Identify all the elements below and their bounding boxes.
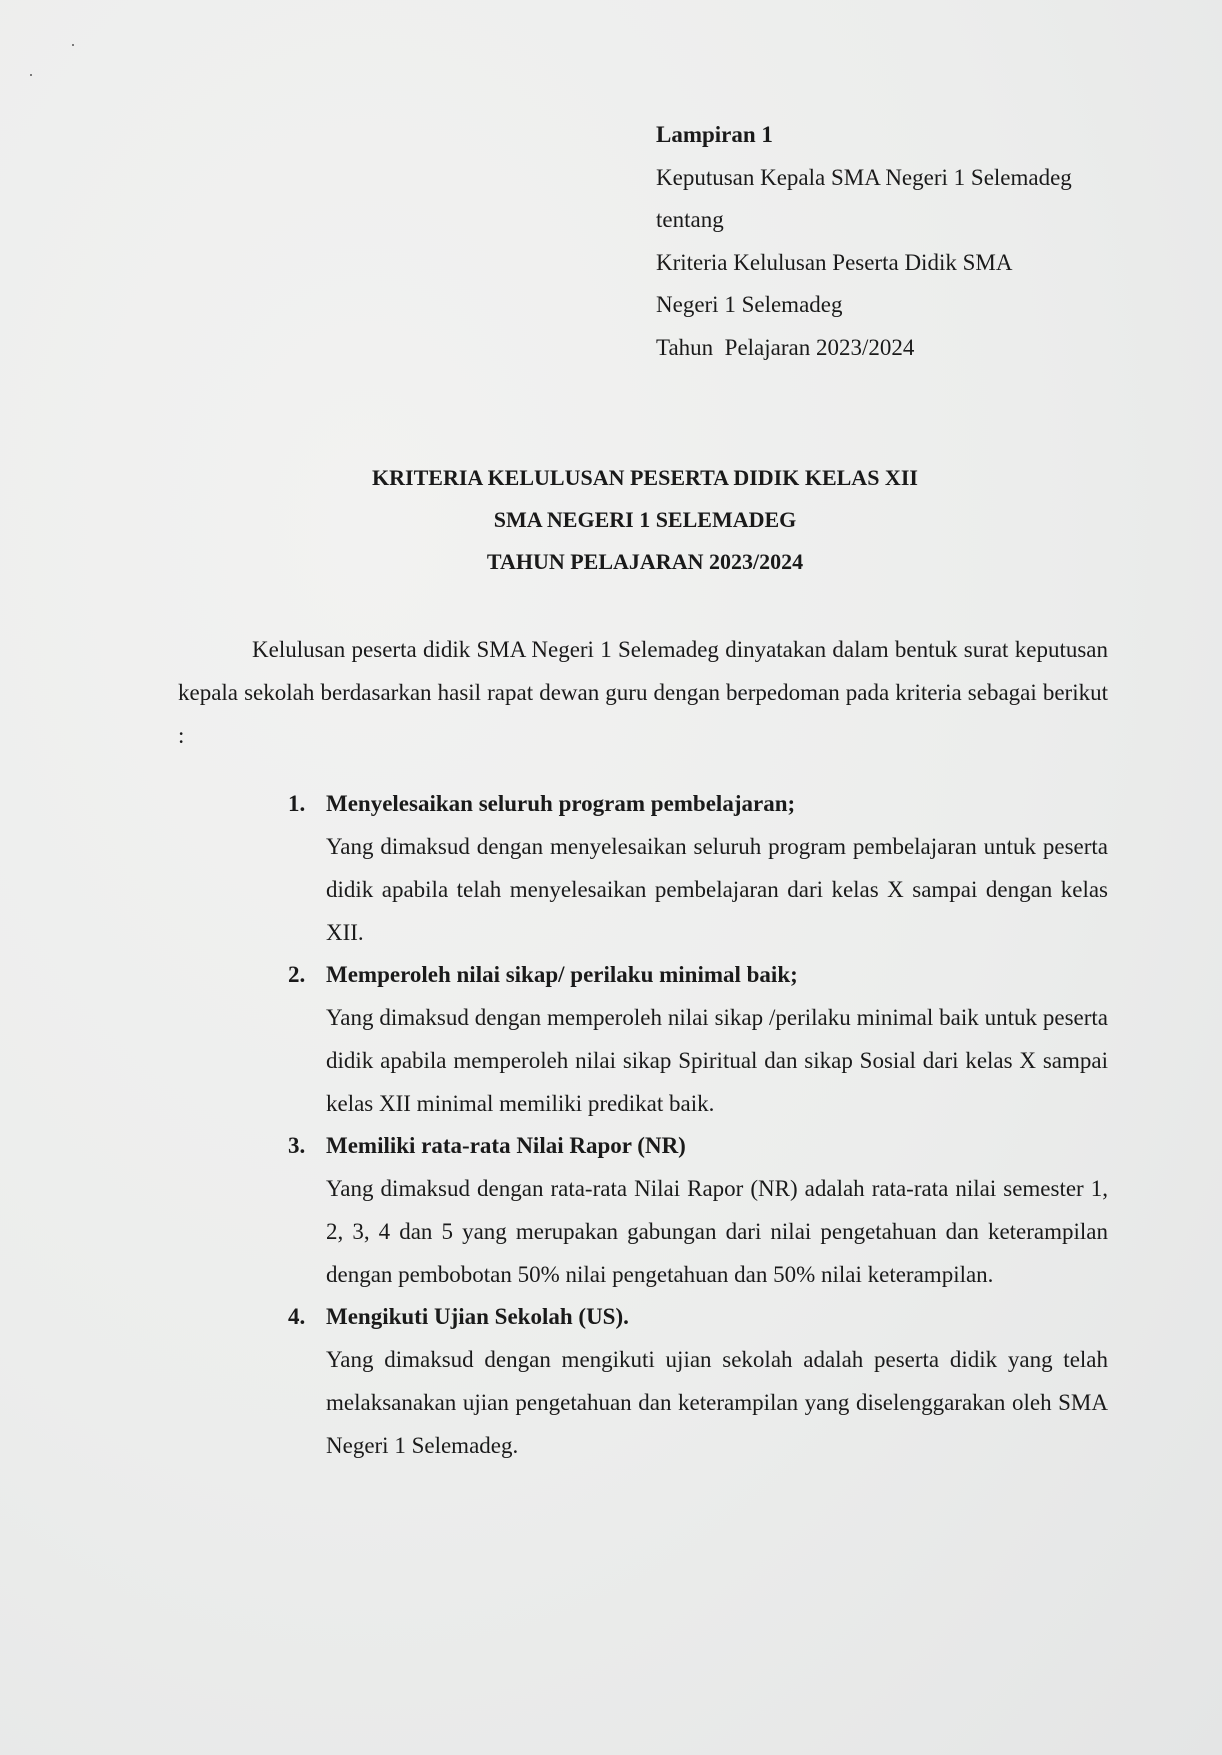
- criterion-description: Yang dimaksud dengan menyelesaikan seluruh program pembelajaran untuk peserta didik apabila telah menyelesaikan pembelajaran dari kelas X sampai dengan kelas XII.: [326, 834, 1108, 945]
- intro-paragraph: Kelulusan peserta didik SMA Negeri 1 Selemadeg dinyatakan dalam bentuk surat keputusan kepala sekolah berdasarkan hasil rapat dewan guru dengan berpedoman pada kriteria sebagai berikut :: [178, 637, 1108, 748]
- document-heading: [0, 457, 1222, 583]
- criterion-number: 2.: [288, 962, 306, 987]
- paper-speck: [30, 74, 32, 76]
- lampiran-line: Negeri 1 Selemadeg: [656, 292, 843, 317]
- heading-line-1: KRITERIA KELULUSAN PESERTA DIDIK KELAS XII: [372, 465, 918, 490]
- criterion-item: [288, 783, 1108, 954]
- criteria-list: [288, 783, 1108, 1467]
- lampiran-line: Keputusan Kepala SMA Negeri 1 Selemadeg: [656, 164, 1072, 190]
- criterion-number: 4.: [288, 1304, 306, 1329]
- criterion-number: 1.: [288, 791, 306, 816]
- criterion-title: Mengikuti Ujian Sekolah (US).: [326, 1304, 629, 1329]
- lampiran-line: Kriteria Kelulusan Peserta Didik SMA: [656, 249, 1013, 275]
- criterion-description: Yang dimaksud dengan mengikuti ujian sekolah adalah peserta didik yang telah melaksanakan ujian pengetahuan dan keterampilan yang diselenggarakan oleh SMA Negeri 1 Selemadeg.: [326, 1347, 1108, 1458]
- lampiran-title: Lampiran 1: [656, 122, 773, 147]
- criterion-number: 3.: [288, 1133, 306, 1158]
- heading-line-2: SMA NEGERI 1 SELEMADEG: [493, 507, 797, 532]
- lampiran-line: tentang: [656, 207, 724, 232]
- criterion-item: [288, 1296, 1108, 1467]
- criterion-title: Memperoleh nilai sikap/ perilaku minimal baik;: [326, 962, 798, 987]
- lampiran-line: Tahun Pelajaran 2023/2024: [656, 334, 915, 360]
- criterion-item: [288, 954, 1108, 1125]
- heading-line-3: TAHUN PELAJARAN 2023/2024: [486, 549, 804, 574]
- criterion-item: [288, 1125, 1108, 1296]
- criterion-description: Yang dimaksud dengan rata-rata Nilai Rapor (NR) adalah rata-rata nilai semester 1, 2, 3, 4 dan 5 yang merupakan gabungan dari nilai pengetahuan dan keterampilan dengan pembobotan 50% nilai pengetahuan dan 50% nilai keterampilan.: [326, 1176, 1108, 1287]
- paper-speck: [72, 44, 74, 46]
- criterion-description: Yang dimaksud dengan memperoleh nilai sikap /perilaku minimal baik untuk peserta didik apabila memperoleh nilai sikap Spiritual dan sikap Sosial dari kelas X sampai kelas XII minimal memiliki predikat baik.: [326, 1005, 1108, 1116]
- criterion-title: Memiliki rata-rata Nilai Rapor (NR): [326, 1133, 686, 1158]
- lampiran-block: [656, 114, 1072, 369]
- criterion-title: Menyelesaikan seluruh program pembelajaran;: [326, 791, 796, 816]
